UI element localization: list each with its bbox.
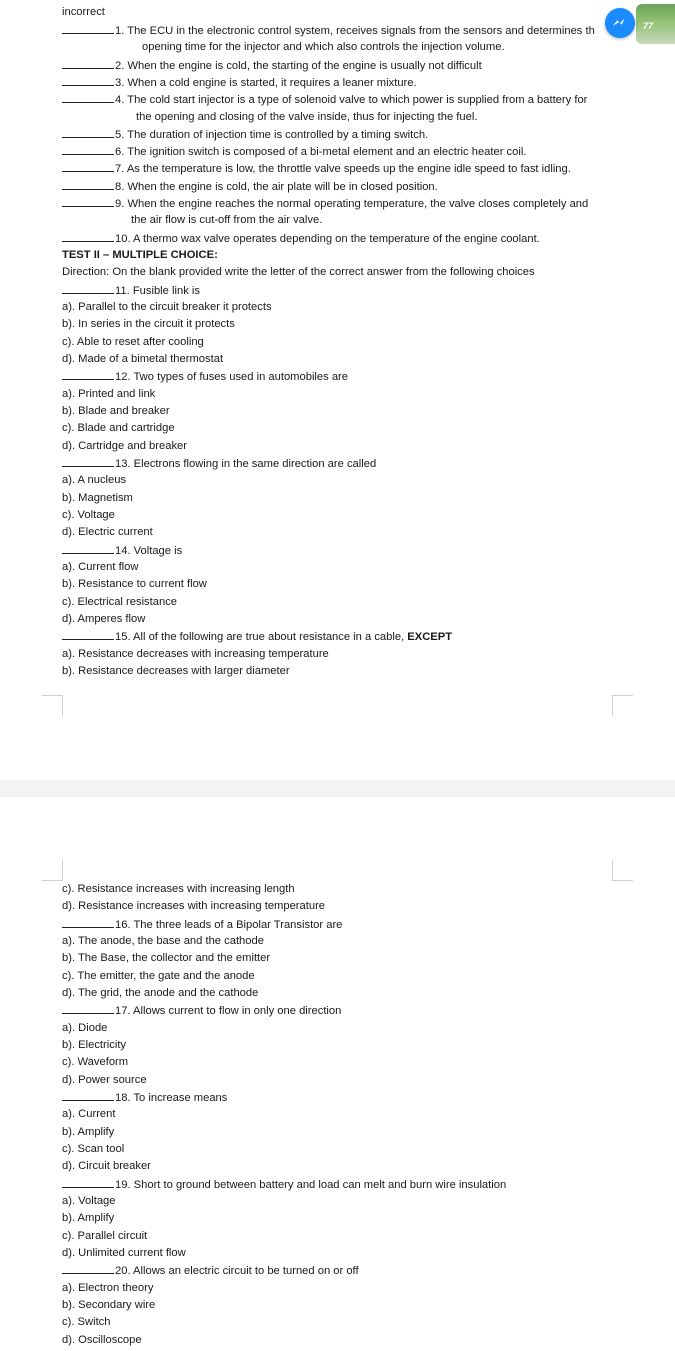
choice: d). Unlimited current flow <box>62 1247 186 1259</box>
true-false-item-7: 7. As the temperature is low, the throttle valve speeds up the engine idle speed to fast idling. <box>62 161 571 176</box>
crop-mark <box>42 695 63 716</box>
choice: d). Electric current <box>62 526 153 538</box>
true-false-item-10: 10. A thermo wax valve operates depending on the temperature of the engine coolant. <box>62 231 540 246</box>
choice: b). Resistance to current flow <box>62 578 207 590</box>
answer-blank[interactable] <box>62 23 114 34</box>
answer-blank[interactable] <box>62 1177 114 1188</box>
choice: a). A nucleus <box>62 474 127 486</box>
choice: a). Parallel to the circuit breaker it protects <box>62 301 272 313</box>
question-16: 16. The three leads of a Bipolar Transistor are <box>62 917 342 932</box>
answer-blank[interactable] <box>62 1090 114 1101</box>
answer-blank[interactable] <box>62 917 114 928</box>
choice: d). Power source <box>62 1074 147 1086</box>
answer-blank[interactable] <box>62 75 114 86</box>
question-19: 19. Short to ground between battery and load can melt and burn wire insulation <box>62 1177 506 1192</box>
question-12: 12. Two types of fuses used in automobiles are <box>62 369 348 384</box>
choice: b). Amplify <box>62 1126 115 1138</box>
choice: a). The anode, the base and the cathode <box>62 935 264 947</box>
choice: a). Voltage <box>62 1195 116 1207</box>
question-13: 13. Electrons flowing in the same direction are called <box>62 456 376 471</box>
true-false-item-1: 1. The ECU in the electronic control system, receives signals from the sensors and determines th <box>62 23 595 38</box>
choice: c). Able to reset after cooling <box>62 336 204 348</box>
choice: a). Resistance decreases with increasing temperature <box>62 648 329 660</box>
choice: a). Printed and link <box>62 388 156 400</box>
question-11: 11. Fusible link is <box>62 283 200 298</box>
question-14: 14. Voltage is <box>62 543 182 558</box>
choice: c). The emitter, the gate and the anode <box>62 970 255 982</box>
answer-blank[interactable] <box>62 456 114 467</box>
answer-blank[interactable] <box>62 92 114 103</box>
answer-blank[interactable] <box>62 161 114 172</box>
choice: b). The Base, the collector and the emitter <box>62 952 271 964</box>
messenger-chat-head[interactable] <box>605 8 635 38</box>
question-17: 17. Allows current to flow in only one direction <box>62 1003 341 1018</box>
crop-mark <box>612 695 633 716</box>
choice: c). Parallel circuit <box>62 1230 148 1242</box>
choice: d). Cartridge and breaker <box>62 440 187 452</box>
answer-blank[interactable] <box>62 231 114 242</box>
true-false-item-3: 3. When a cold engine is started, it requires a leaner mixture. <box>62 75 417 90</box>
answer-blank[interactable] <box>62 179 114 190</box>
crop-mark <box>612 860 633 881</box>
question-20: 20. Allows an electric circuit to be turned on or off <box>62 1263 359 1278</box>
choice: a). Current flow <box>62 561 139 573</box>
answer-blank[interactable] <box>62 283 114 294</box>
choice: c). Switch <box>62 1316 111 1328</box>
choice: c). Scan tool <box>62 1143 125 1155</box>
item-1-continuation: opening time for the injector and which also controls the injection volume. <box>142 41 505 53</box>
choice: b). Amplify <box>62 1212 115 1224</box>
answer-blank[interactable] <box>62 58 114 69</box>
answer-blank[interactable] <box>62 369 114 380</box>
floating-thumbnail[interactable]: 77 <box>636 4 675 44</box>
top-word: incorrect <box>62 6 105 18</box>
true-false-item-4: 4. The cold start injector is a type of solenoid valve to which power is supplied from a battery for <box>62 92 587 107</box>
choice: d). The grid, the anode and the cathode <box>62 987 259 999</box>
true-false-item-2: 2. When the engine is cold, the starting of the engine is usually not difficult <box>62 58 482 73</box>
page-separator <box>0 780 675 797</box>
choice: b). Secondary wire <box>62 1299 156 1311</box>
answer-blank[interactable] <box>62 127 114 138</box>
choice: b). Resistance decreases with larger diameter <box>62 665 290 677</box>
choice: a). Current <box>62 1108 116 1120</box>
test-heading: TEST II – MULTIPLE CHOICE: <box>62 249 218 261</box>
choice: a). Diode <box>62 1022 108 1034</box>
answer-blank[interactable] <box>62 543 114 554</box>
choice: c). Resistance increases with increasing length <box>62 883 295 895</box>
choice: d). Amperes flow <box>62 613 146 625</box>
choice: d). Resistance increases with increasing temperature <box>62 900 326 912</box>
document-page-2 <box>0 797 675 1351</box>
answer-blank[interactable] <box>62 144 114 155</box>
answer-blank[interactable] <box>62 1263 114 1274</box>
messenger-icon <box>611 14 629 32</box>
choice: c). Waveform <box>62 1056 129 1068</box>
item-9-continuation: the air flow is cut-off from the air valve. <box>131 214 323 226</box>
choice: d). Made of a bimetal thermostat <box>62 353 224 365</box>
choice: d). Oscilloscope <box>62 1334 142 1346</box>
answer-blank[interactable] <box>62 629 114 640</box>
choice: b). In series in the circuit it protects <box>62 318 235 330</box>
true-false-item-8: 8. When the engine is cold, the air plate will be in closed position. <box>62 179 438 194</box>
item-4-continuation: the opening and closing of the valve inside, thus for injecting the fuel. <box>136 111 478 123</box>
choice: c). Blade and cartridge <box>62 422 175 434</box>
choice: c). Electrical resistance <box>62 596 178 608</box>
choice: d). Circuit breaker <box>62 1160 151 1172</box>
true-false-item-6: 6. The ignition switch is composed of a bi-metal element and an electric heater coil. <box>62 144 526 159</box>
choice: b). Electricity <box>62 1039 127 1051</box>
crop-mark <box>42 860 63 881</box>
choice: b). Blade and breaker <box>62 405 170 417</box>
true-false-item-9: 9. When the engine reaches the normal operating temperature, the valve closes completely and <box>62 196 588 211</box>
answer-blank[interactable] <box>62 196 114 207</box>
direction-text: Direction: On the blank provided write the letter of the correct answer from the following choices <box>62 266 535 278</box>
answer-blank[interactable] <box>62 1003 114 1014</box>
question-15: 15. All of the following are true about resistance in a cable, EXCEPT <box>62 629 452 644</box>
choice: c). Voltage <box>62 509 115 521</box>
choice: b). Magnetism <box>62 492 133 504</box>
question-18: 18. To increase means <box>62 1090 227 1105</box>
true-false-item-5: 5. The duration of injection time is controlled by a timing switch. <box>62 127 428 142</box>
choice: a). Electron theory <box>62 1282 154 1294</box>
